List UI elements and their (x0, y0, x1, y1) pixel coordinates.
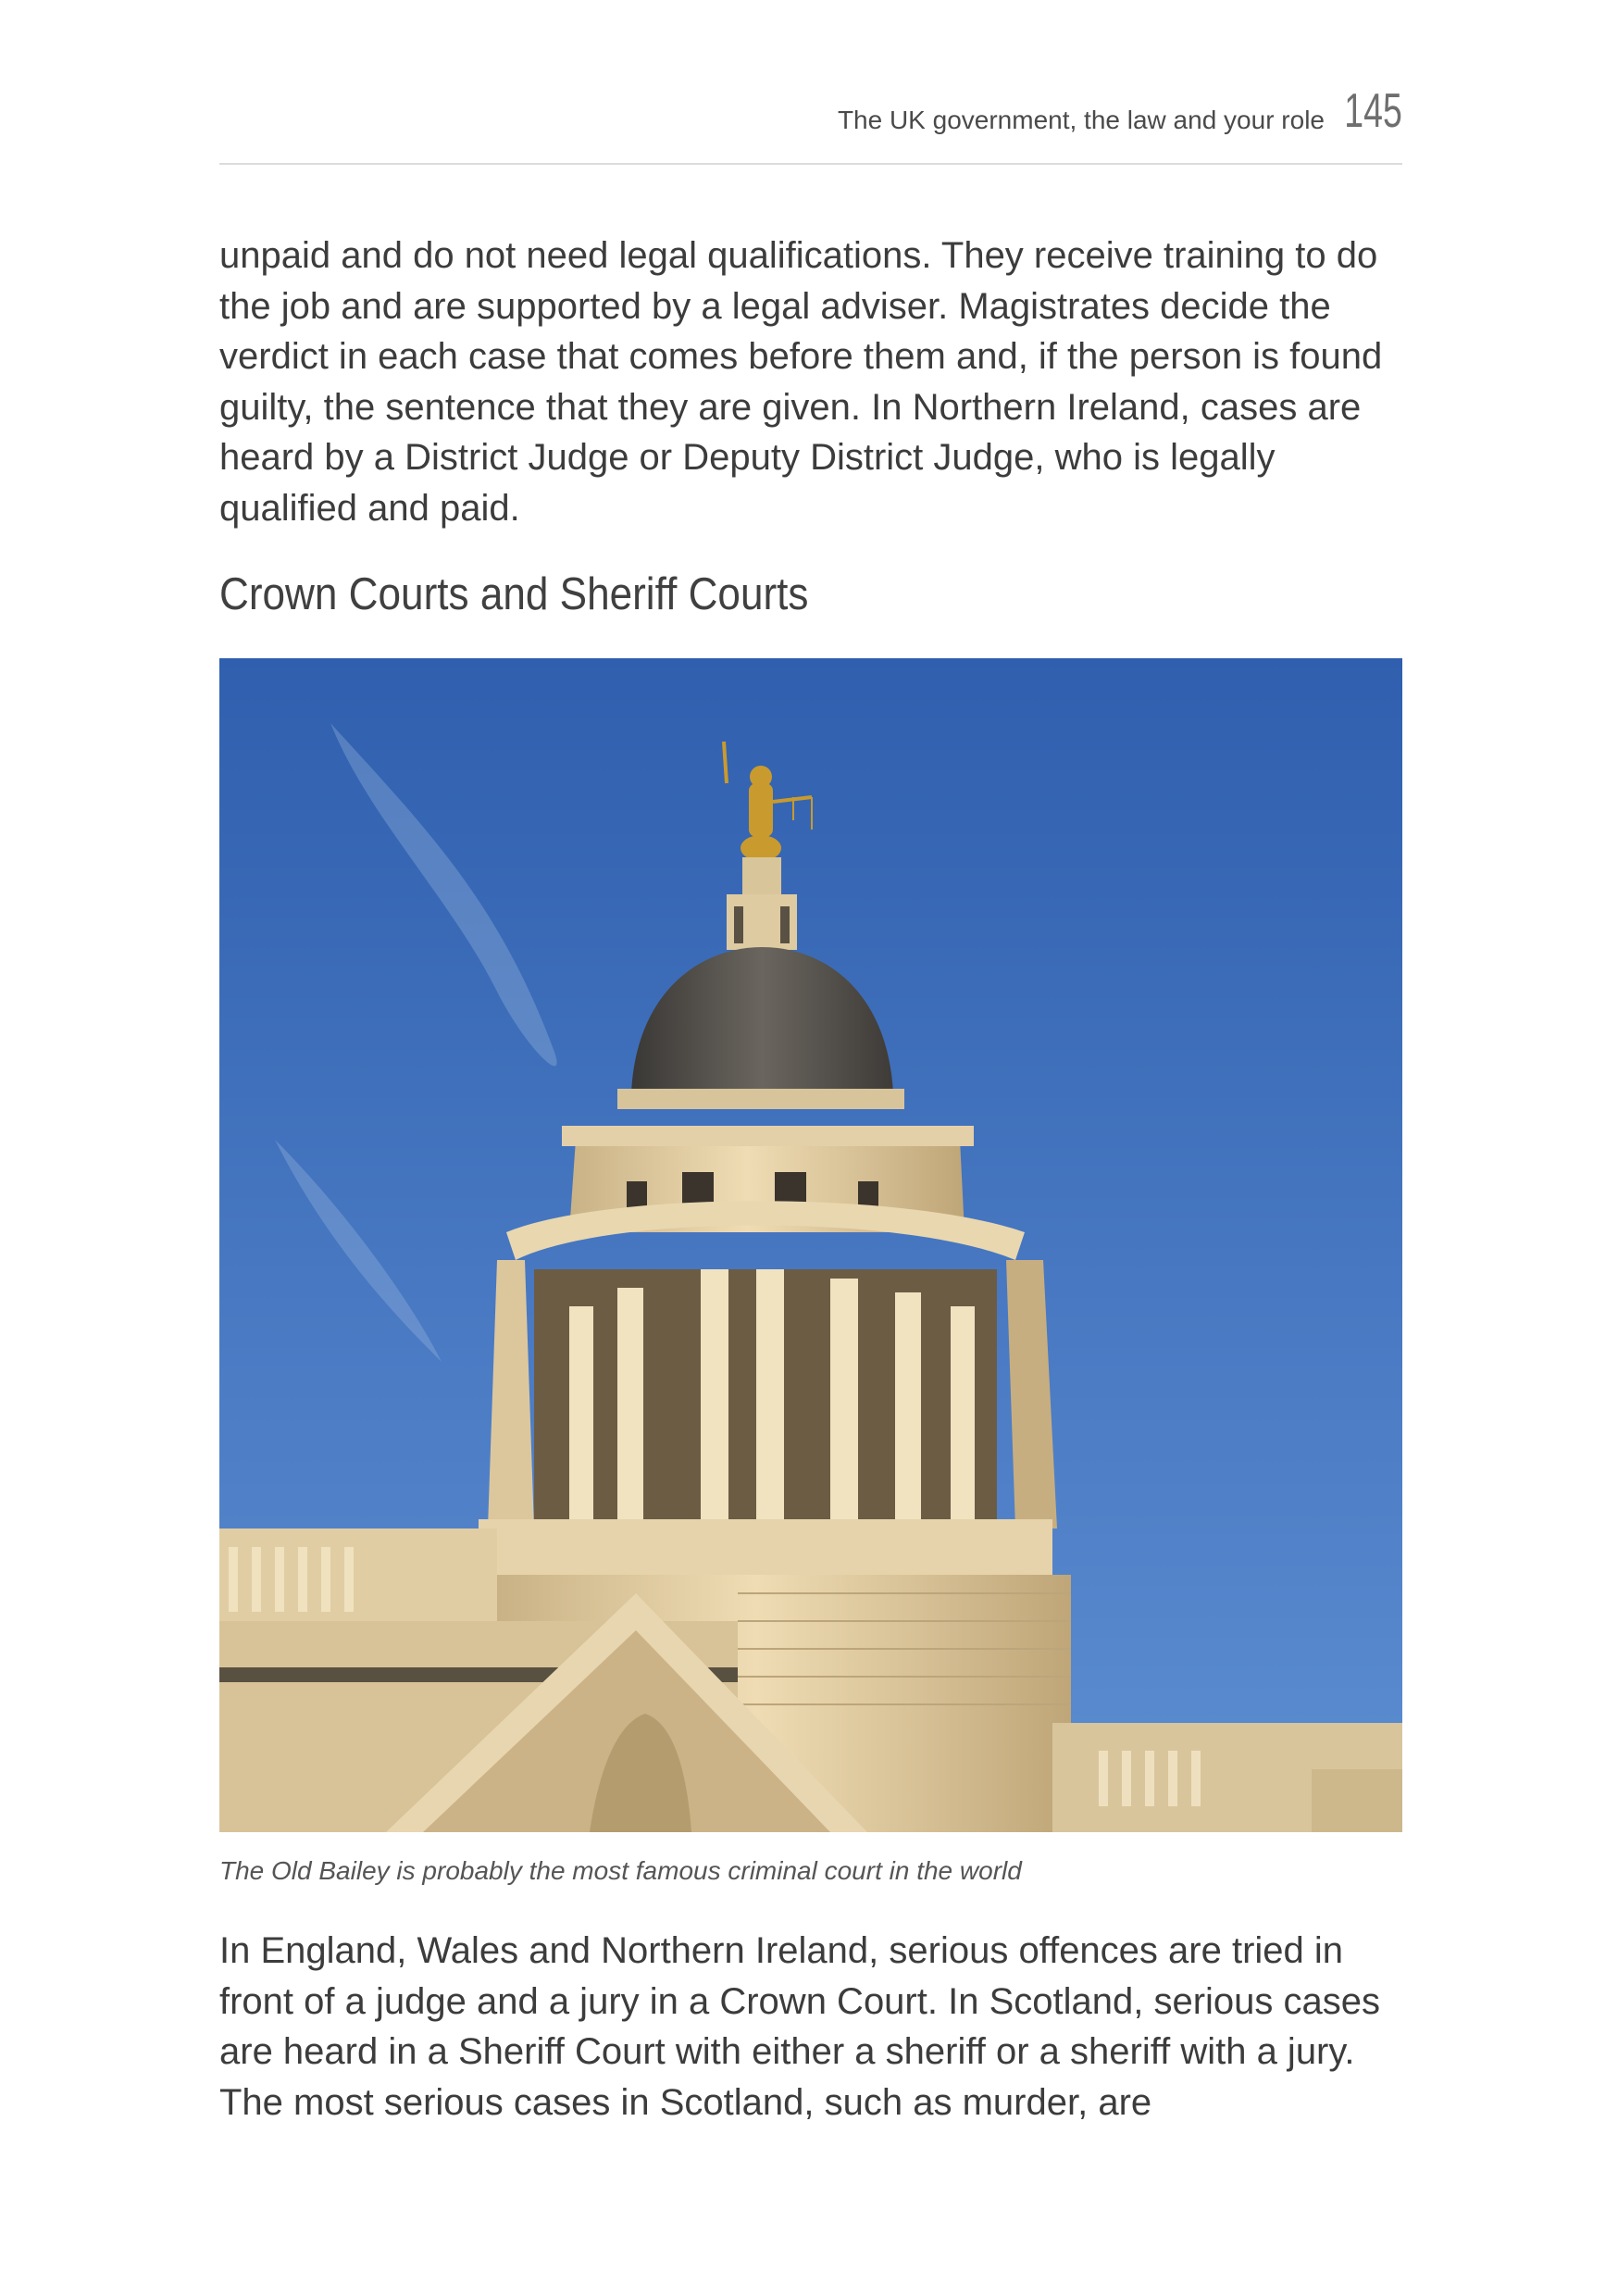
old-bailey-photo (219, 658, 1402, 1832)
paragraph-magistrates: unpaid and do not need legal qualifications. They receive training to do the job and are supported by a legal adviser. Magistrates decide the verdict in each case that comes before them and, if the person is found guilty, the sentence that they are given. In Northern Ireland, cases are heard by a District Judge or Deputy District Judge, who is legally qualified and paid. (219, 235, 1383, 529)
paragraph-crown-courts: In England, Wales and Northern Ireland, serious offences are tried in front of a judge and a jury in a Crown Court. In Scotland, serious cases are heard in a Sheriff Court with either a sheriff or a sheriff with a jury. The most serious cases in Scotland, such as murder, are (219, 1930, 1381, 2123)
section-heading: Crown Courts and Sheriff Courts (219, 569, 809, 619)
page-number: 145 (1344, 84, 1402, 138)
figure-caption: The Old Bailey is probably the most famous criminal court in the world (219, 1856, 1022, 1885)
running-title: The UK government, the law and your role (837, 106, 1325, 134)
running-header (219, 83, 1402, 165)
